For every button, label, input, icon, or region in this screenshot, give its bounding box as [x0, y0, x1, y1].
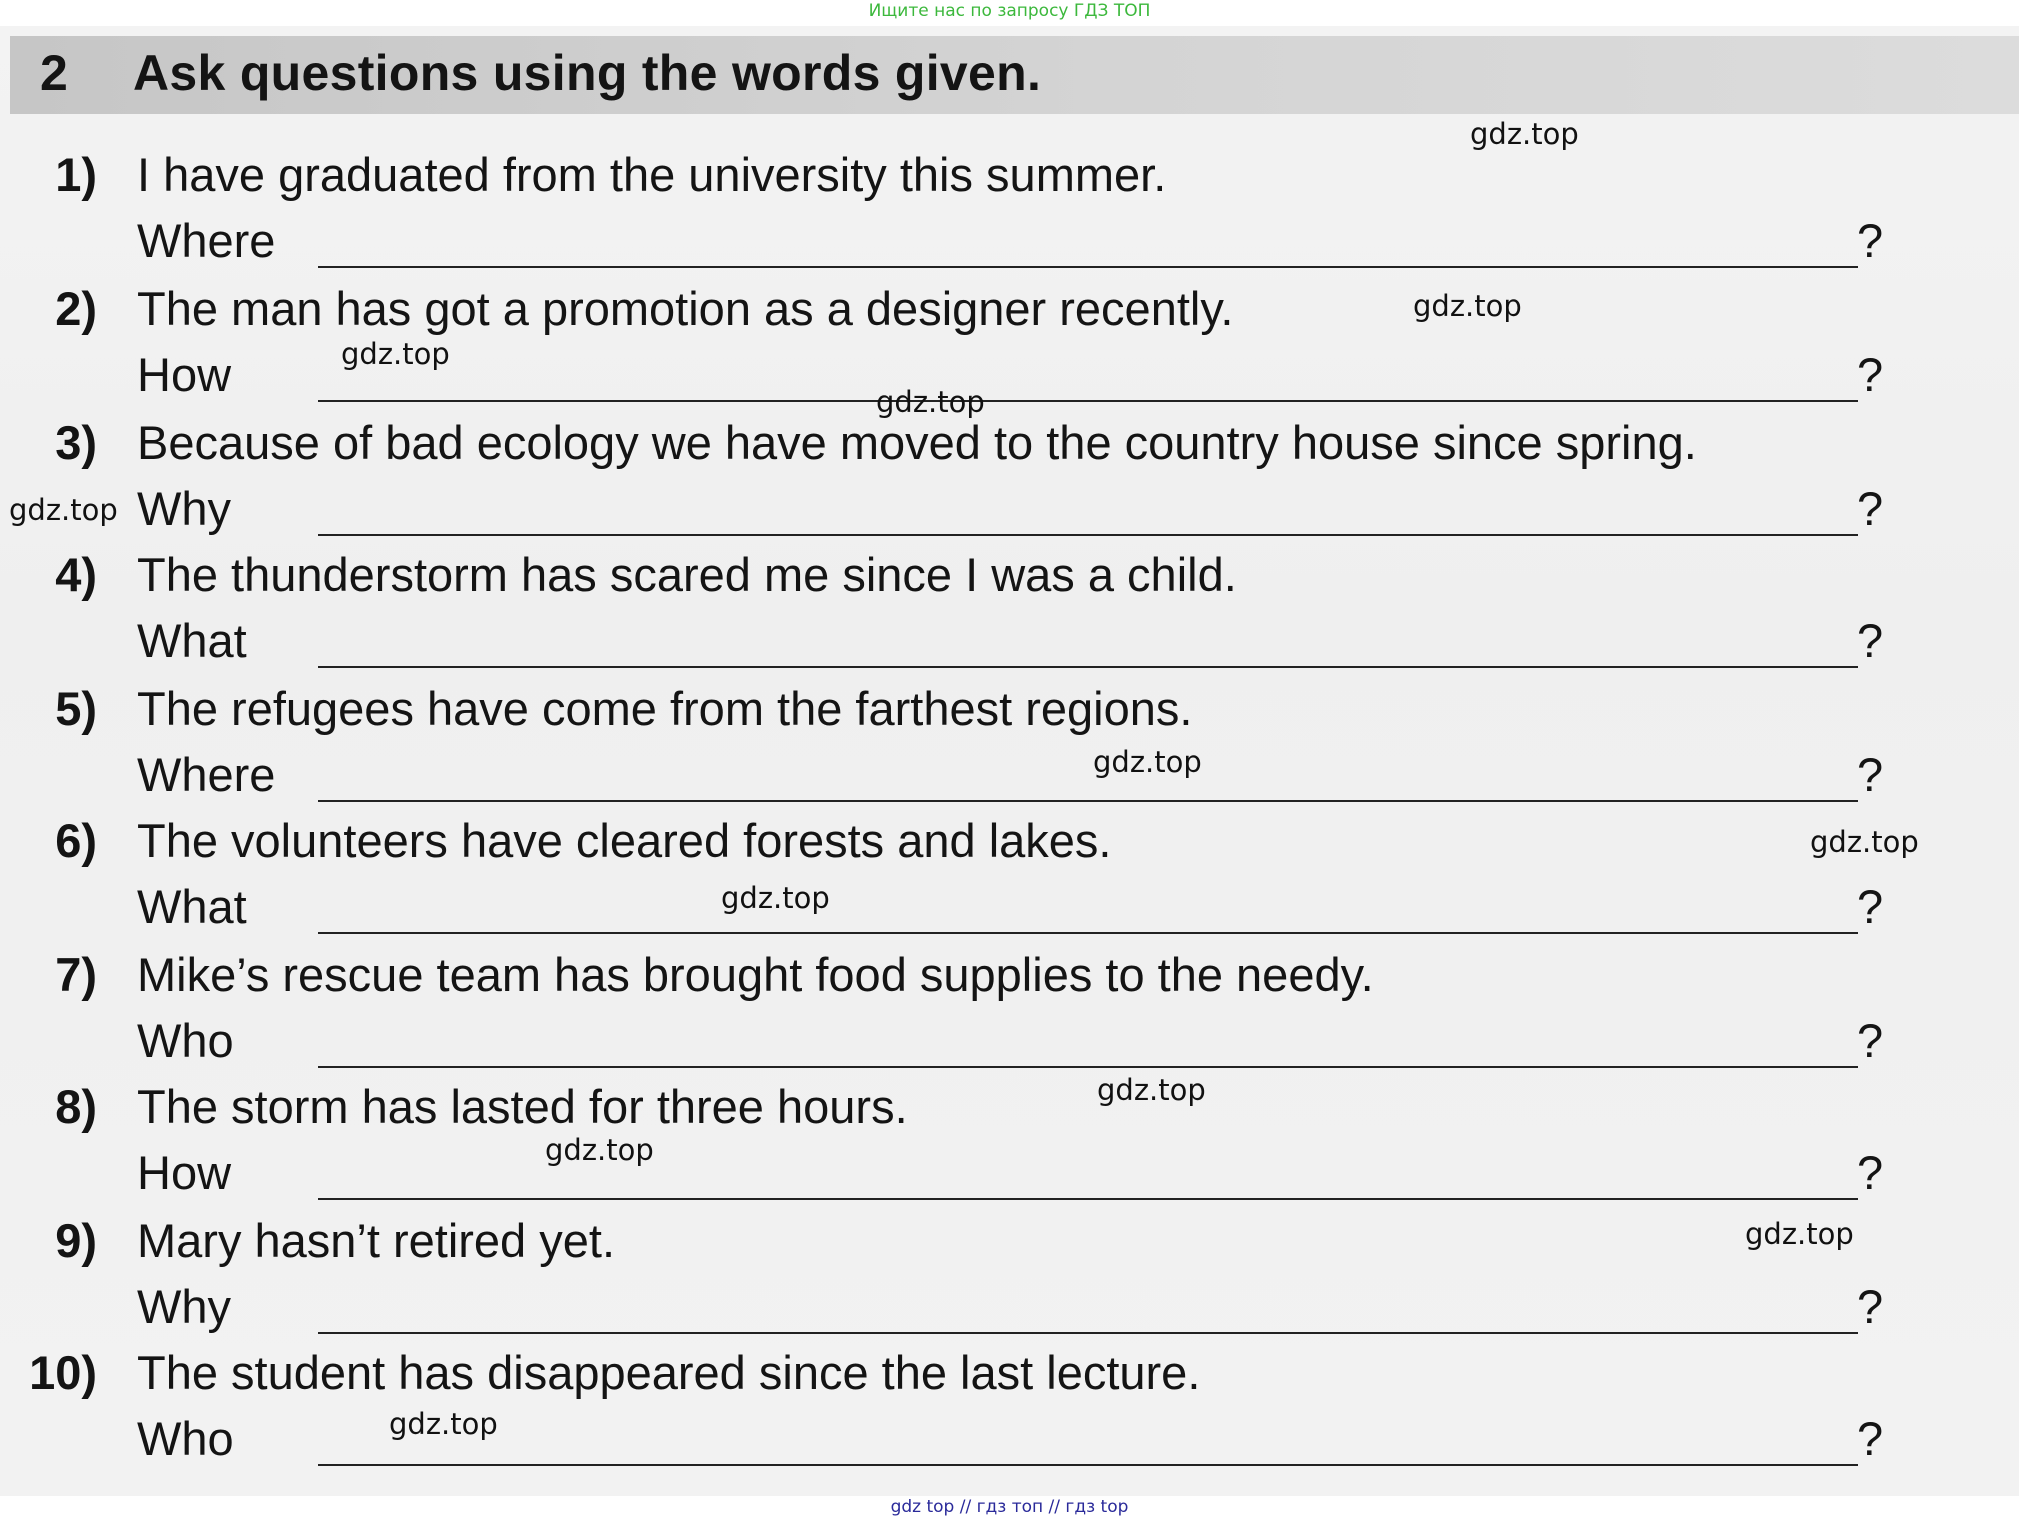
answer-line[interactable]: [318, 1464, 1858, 1466]
question-mark: ?: [1857, 348, 1884, 401]
question-mark: ?: [1857, 482, 1884, 535]
item-sentence: The volunteers have cleared forests and lakes.: [137, 814, 1112, 867]
item-number: 2): [55, 282, 97, 335]
item-number: 3): [55, 416, 97, 469]
watermark: gdz.top: [389, 1407, 498, 1441]
item-number: 9): [55, 1214, 97, 1267]
question-word: Where: [137, 214, 276, 267]
watermark: gdz.top: [1810, 825, 1919, 859]
answer-line[interactable]: [318, 932, 1858, 934]
watermark: gdz.top: [1093, 745, 1202, 779]
watermark: gdz.top: [341, 337, 450, 371]
footer-links[interactable]: gdz top // гдз топ // гдз top: [890, 1497, 1129, 1517]
question-mark: ?: [1857, 1014, 1884, 1067]
worksheet: [0, 26, 2019, 1496]
item-number: 10): [29, 1346, 97, 1399]
item-sentence: The thunderstorm has scared me since I was a child.: [137, 548, 1237, 601]
question-mark: ?: [1857, 748, 1884, 801]
question-mark: ?: [1857, 1280, 1884, 1333]
answer-line[interactable]: [318, 800, 1858, 802]
item-number: 5): [55, 682, 97, 735]
watermark: gdz.top: [545, 1133, 654, 1167]
question-word: Who: [137, 1014, 234, 1067]
question-word: What: [137, 614, 247, 667]
question-word: Where: [137, 748, 276, 801]
item-number: 8): [55, 1080, 97, 1133]
question-mark: ?: [1857, 214, 1884, 267]
watermark: gdz.top: [1470, 117, 1579, 151]
task-number: 2: [40, 45, 68, 101]
item-sentence: The man has got a promotion as a designer recently.: [137, 282, 1234, 335]
item-sentence: Because of bad ecology we have moved to the country house since spring.: [137, 416, 1697, 469]
top-notice[interactable]: Ищите нас по запросу ГДЗ ТОП: [868, 1, 1151, 21]
item-number: 1): [55, 148, 97, 201]
question-mark: ?: [1857, 1412, 1884, 1465]
answer-line[interactable]: [318, 1066, 1858, 1068]
question-mark: ?: [1857, 1146, 1884, 1199]
watermark: gdz.top: [876, 385, 985, 419]
watermark: gdz.top: [1413, 289, 1522, 323]
question-word: How: [137, 1146, 232, 1199]
question-word: How: [137, 348, 232, 401]
question-word: Why: [137, 1280, 231, 1333]
watermark: gdz.top: [9, 493, 118, 527]
task-title: Ask questions using the words given.: [133, 45, 1042, 101]
watermark: gdz.top: [1745, 1217, 1854, 1251]
watermark: gdz.top: [1097, 1073, 1206, 1107]
item-number: 7): [55, 948, 97, 1001]
watermark: gdz.top: [721, 881, 830, 915]
answer-line[interactable]: [318, 1332, 1858, 1334]
item-sentence: I have graduated from the university this summer.: [137, 148, 1167, 201]
answer-line[interactable]: [318, 400, 1858, 402]
item-sentence: The student has disappeared since the last lecture.: [137, 1346, 1201, 1399]
question-word: Who: [137, 1412, 234, 1465]
answer-line[interactable]: [318, 666, 1858, 668]
item-number: 4): [55, 548, 97, 601]
question-mark: ?: [1857, 614, 1884, 667]
item-sentence: Mike’s rescue team has brought food supplies to the needy.: [137, 948, 1374, 1001]
question-mark: ?: [1857, 880, 1884, 933]
answer-line[interactable]: [318, 1198, 1858, 1200]
question-word: What: [137, 880, 247, 933]
item-number: 6): [55, 814, 97, 867]
answer-line[interactable]: [318, 266, 1858, 268]
question-word: Why: [137, 482, 231, 535]
item-sentence: The storm has lasted for three hours.: [137, 1080, 908, 1133]
item-sentence: Mary hasn’t retired yet.: [137, 1214, 616, 1267]
answer-line[interactable]: [318, 534, 1858, 536]
item-sentence: The refugees have come from the farthest regions.: [137, 682, 1193, 735]
